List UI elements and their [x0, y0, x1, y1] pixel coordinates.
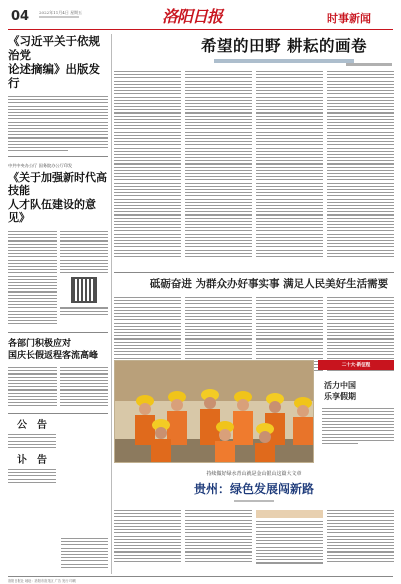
left-divider-3	[8, 413, 108, 414]
bottom-kicker: 持续做好绿水青山就是金山银山这篇大文章	[206, 471, 302, 477]
middle-headline-text: 砥砺奋进 为群众办好事实事 满足人民美好生活需要	[149, 278, 389, 289]
theme-badge-text: 二十大·新征程	[341, 363, 371, 368]
footer-rule	[8, 576, 393, 577]
notice-body	[8, 434, 56, 448]
feature-photo	[114, 360, 314, 463]
top-feature-headline: 希望的田野 耕耘的画卷	[201, 36, 367, 55]
article-2-title-line1: 《关于加强新时代高技能	[8, 170, 107, 198]
date-line-2	[39, 16, 79, 18]
left-divider-2	[8, 332, 108, 333]
obituary-title: 讣 告	[17, 454, 47, 466]
article-2-title-line2: 人才队伍建设的意见》	[8, 197, 96, 225]
bottom-byline	[234, 500, 274, 502]
article-3-title	[8, 338, 108, 362]
photo-caption-title-line2: 乐享假期	[324, 391, 356, 401]
top-feature-byline	[346, 63, 392, 66]
worker-figure	[293, 397, 313, 445]
article-1-body	[8, 96, 108, 151]
article-1-title-line2: 论述摘编》出版发行	[8, 62, 100, 90]
obituary-body	[8, 469, 56, 483]
article-1-title-line1: 《习近平关于依规治党	[8, 34, 100, 62]
article-2-kicker: 中共中央办公厅 国务院办公厅印发	[8, 162, 73, 168]
article-3-title-line1: 各部门积极应对	[8, 339, 72, 350]
worker-figure	[215, 421, 235, 463]
top-feature-body	[114, 71, 394, 259]
masthead	[0, 0, 401, 30]
article-3-body	[8, 367, 108, 408]
article-2-body	[8, 231, 108, 327]
date-line: 2022年11月4日 星期五	[39, 10, 83, 15]
left-divider-1	[8, 156, 108, 157]
newspaper-logo: 洛阳日报	[162, 7, 223, 26]
bottom-headline: 贵州：绿色发展闯新路	[193, 482, 314, 496]
worker-figure	[151, 419, 171, 463]
worker-figure	[135, 395, 155, 445]
footer-text: 洛阳日报社 地址：洛阳市洛龙区 广告 发行 印刷	[8, 579, 76, 583]
page-number: 04	[11, 9, 30, 24]
section-name: 时事新闻	[327, 12, 371, 25]
notice-title: 公 告	[17, 420, 47, 432]
photo-illustration	[115, 361, 314, 463]
notice-side-text	[61, 538, 108, 570]
top-feature-divider	[114, 272, 394, 273]
worker-figure	[233, 391, 253, 445]
top-feature	[114, 34, 394, 270]
worker-figure	[200, 389, 220, 445]
bottom-section-badge	[256, 510, 323, 518]
photo-caption-title	[318, 380, 394, 402]
worker-figure	[167, 391, 187, 445]
photo-caption-title-line1: 活力中国	[324, 380, 356, 390]
left-column-rule	[111, 34, 112, 574]
worker-figure	[255, 423, 275, 463]
theme-badge	[318, 360, 394, 370]
photo-side	[318, 360, 394, 463]
left-column	[8, 34, 108, 579]
article-3-title-line2: 国庆长假返程客流高峰	[8, 351, 99, 362]
bottom-body	[114, 510, 394, 566]
middle-headline	[144, 276, 394, 289]
article-2-title	[8, 171, 108, 225]
bottom-article	[114, 470, 394, 570]
article-1-title	[8, 34, 108, 90]
top-feature-subtitle	[214, 59, 354, 63]
masthead-rule	[8, 29, 393, 30]
qr-code-icon	[71, 277, 97, 303]
photo-caption-body	[318, 408, 394, 444]
